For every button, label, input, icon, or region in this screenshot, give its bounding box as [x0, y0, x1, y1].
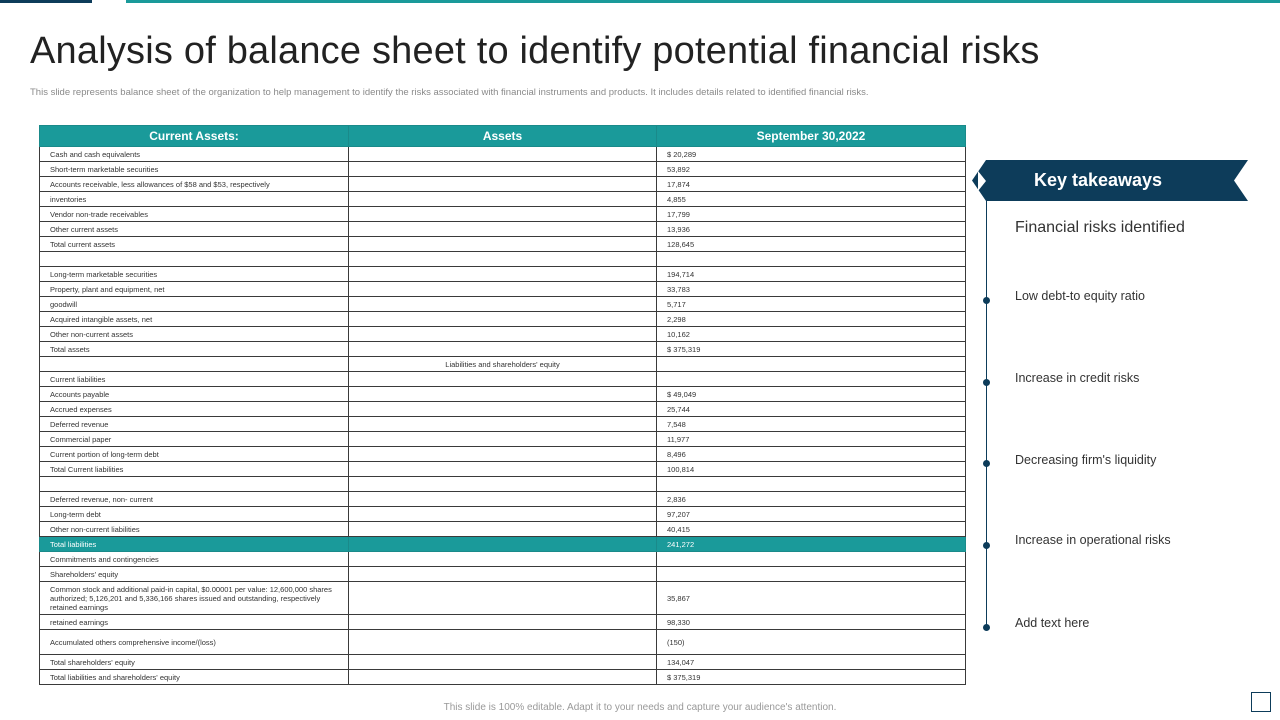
- row-assets-cell: [349, 282, 657, 297]
- row-assets-cell: [349, 477, 657, 492]
- row-assets-cell: [349, 267, 657, 282]
- row-value: 2,298: [657, 312, 966, 327]
- row-value: 7,548: [657, 417, 966, 432]
- row-label: [40, 477, 349, 492]
- row-assets-cell: [349, 582, 657, 615]
- table-row: [40, 552, 966, 567]
- page-title: Analysis of balance sheet to identify potential financial risks: [30, 30, 1040, 72]
- row-value: 25,744: [657, 402, 966, 417]
- row-assets-cell: [349, 537, 657, 552]
- row-label: Total assets: [40, 342, 349, 357]
- row-value: 241,272: [657, 537, 966, 552]
- takeaway-item: Low debt-to equity ratio: [1015, 289, 1145, 303]
- row-label: [40, 357, 349, 372]
- row-assets-cell: [349, 387, 657, 402]
- row-value: 5,717: [657, 297, 966, 312]
- row-assets-cell: [349, 222, 657, 237]
- row-value: 13,936: [657, 222, 966, 237]
- row-label: Commercial paper: [40, 432, 349, 447]
- row-label: Commitments and contingencies: [40, 552, 349, 567]
- table-row: [40, 507, 966, 522]
- row-label: Cash and cash equivalents: [40, 147, 349, 162]
- key-takeaways-title: Key takeaways: [1033, 170, 1163, 190]
- row-assets-cell: [349, 177, 657, 192]
- row-assets-cell: [349, 432, 657, 447]
- row-label: Long-term marketable securities: [40, 267, 349, 282]
- table-row: [40, 567, 966, 582]
- table-row: [40, 342, 966, 357]
- row-value: (150): [657, 630, 966, 655]
- timeline-dot: [983, 624, 990, 631]
- row-value: [657, 567, 966, 582]
- row-label: [40, 252, 349, 267]
- row-label: Current liabilities: [40, 372, 349, 387]
- table-row: [40, 432, 966, 447]
- table-row: [40, 357, 966, 372]
- row-assets-cell: [349, 417, 657, 432]
- row-value: [657, 552, 966, 567]
- row-value: [657, 252, 966, 267]
- table-row: [40, 670, 966, 685]
- row-assets-cell: Liabilities and shareholders' equity: [349, 357, 657, 372]
- row-assets-cell: [349, 567, 657, 582]
- row-label: Total Current liabilities: [40, 462, 349, 477]
- takeaway-item: Decreasing firm's liquidity: [1015, 453, 1157, 467]
- row-label: Vendor non-trade receivables: [40, 207, 349, 222]
- row-assets-cell: [349, 492, 657, 507]
- row-label: Total liabilities and shareholders' equity: [40, 670, 349, 685]
- row-value: 97,207: [657, 507, 966, 522]
- row-assets-cell: [349, 312, 657, 327]
- corner-box-icon: [1251, 692, 1271, 712]
- row-label: Accounts payable: [40, 387, 349, 402]
- row-value: [657, 372, 966, 387]
- row-value: $ 375,319: [657, 342, 966, 357]
- row-assets-cell: [349, 522, 657, 537]
- row-assets-cell: [349, 402, 657, 417]
- row-label: Total current assets: [40, 237, 349, 252]
- top-accent-bar: [0, 0, 1280, 3]
- row-value: 2,836: [657, 492, 966, 507]
- table-row: [40, 147, 966, 162]
- table-body: [40, 147, 966, 685]
- table-row: [40, 162, 966, 177]
- row-assets-cell: [349, 507, 657, 522]
- row-assets-cell: [349, 462, 657, 477]
- table-row: [40, 537, 966, 552]
- row-assets-cell: [349, 327, 657, 342]
- row-value: 40,415: [657, 522, 966, 537]
- row-label: Total shareholders' equity: [40, 655, 349, 670]
- table-row: [40, 222, 966, 237]
- row-label: inventories: [40, 192, 349, 207]
- table-row: [40, 462, 966, 477]
- row-label: Deferred revenue, non- current: [40, 492, 349, 507]
- row-label: Other non-current assets: [40, 327, 349, 342]
- table-row: [40, 327, 966, 342]
- row-value: 4,855: [657, 192, 966, 207]
- table-row: [40, 252, 966, 267]
- row-value: [657, 477, 966, 492]
- table-row: [40, 447, 966, 462]
- row-value: 128,645: [657, 237, 966, 252]
- row-label: Other non-current liabilities: [40, 522, 349, 537]
- table-row: [40, 630, 966, 655]
- row-label: retained earnings: [40, 615, 349, 630]
- table-row: [40, 267, 966, 282]
- row-assets-cell: [349, 630, 657, 655]
- takeaways-heading: Financial risks identified: [1015, 219, 1185, 236]
- row-value: $ 375,319: [657, 670, 966, 685]
- table-row: [40, 387, 966, 402]
- row-value: [657, 357, 966, 372]
- row-assets-cell: [349, 655, 657, 670]
- row-label: Accounts receivable, less allowances of $58 and $53, respectively: [40, 177, 349, 192]
- top-accent-gap: [92, 0, 126, 3]
- top-accent-bar-dark: [0, 0, 92, 3]
- row-assets-cell: [349, 192, 657, 207]
- table-row: [40, 477, 966, 492]
- row-value: 11,977: [657, 432, 966, 447]
- row-value: 134,047: [657, 655, 966, 670]
- row-value: $ 49,049: [657, 387, 966, 402]
- row-label: Acquired intangible assets, net: [40, 312, 349, 327]
- table-row: [40, 522, 966, 537]
- row-label: goodwill: [40, 297, 349, 312]
- balance-sheet-table: [39, 125, 966, 685]
- table-row: [40, 312, 966, 327]
- table-row: [40, 297, 966, 312]
- row-assets-cell: [349, 447, 657, 462]
- table-row: [40, 417, 966, 432]
- row-label: Current portion of long-term debt: [40, 447, 349, 462]
- row-assets-cell: [349, 552, 657, 567]
- column-header-date: September 30,2022: [657, 126, 966, 147]
- footer-note: This slide is 100% editable. Adapt it to your needs and capture your audience's attention.: [443, 702, 837, 713]
- row-label: Deferred revenue: [40, 417, 349, 432]
- row-label: Accrued expenses: [40, 402, 349, 417]
- table-row: [40, 282, 966, 297]
- row-label: Long-term debt: [40, 507, 349, 522]
- row-assets-cell: [349, 147, 657, 162]
- takeaway-item: Increase in operational risks: [1015, 533, 1171, 547]
- column-header-current-assets: Current Assets:: [40, 126, 349, 147]
- row-assets-cell: [349, 615, 657, 630]
- row-value: 17,799: [657, 207, 966, 222]
- table-row: [40, 655, 966, 670]
- page-subtitle: This slide represents balance sheet of the organization to help management to identify the risks associated with financial instruments and products. It includes details related to identified financial risks.: [30, 87, 869, 98]
- row-assets-cell: [349, 372, 657, 387]
- row-value: 10,162: [657, 327, 966, 342]
- takeaway-item: Add text here: [1015, 616, 1090, 630]
- table-row: [40, 207, 966, 222]
- row-value: $ 20,289: [657, 147, 966, 162]
- row-assets-cell: [349, 207, 657, 222]
- row-label: Property, plant and equipment, net: [40, 282, 349, 297]
- timeline-dot: [983, 379, 990, 386]
- row-value: 35,867: [657, 582, 966, 615]
- timeline-dot: [983, 542, 990, 549]
- row-label: Accumulated others comprehensive income/(loss): [40, 630, 349, 655]
- row-assets-cell: [349, 162, 657, 177]
- row-assets-cell: [349, 237, 657, 252]
- row-label: Shareholders' equity: [40, 567, 349, 582]
- table-header-row: [40, 126, 966, 147]
- row-value: 17,874: [657, 177, 966, 192]
- row-value: 53,892: [657, 162, 966, 177]
- table-row: [40, 237, 966, 252]
- row-assets-cell: [349, 670, 657, 685]
- timeline-dot: [983, 460, 990, 467]
- row-label: Common stock and additional paid-in capital, $0.00001 per value: 12,600,000 shares authorized; 5,126,201 and 5,336,166 shares issued and outstanding, respectively retained earnings: [40, 582, 349, 615]
- row-assets-cell: [349, 297, 657, 312]
- row-assets-cell: [349, 252, 657, 267]
- takeaway-item: Increase in credit risks: [1015, 371, 1140, 385]
- row-label: Other current assets: [40, 222, 349, 237]
- table-row: [40, 615, 966, 630]
- table-row: [40, 402, 966, 417]
- timeline-line: [986, 198, 987, 630]
- row-value: 100,814: [657, 462, 966, 477]
- table-row: [40, 372, 966, 387]
- row-value: 194,714: [657, 267, 966, 282]
- row-value: 33,783: [657, 282, 966, 297]
- table-row: [40, 492, 966, 507]
- table-row: [40, 582, 966, 615]
- row-value: 98,330: [657, 615, 966, 630]
- timeline-dot: [983, 297, 990, 304]
- row-label: Total liabilities: [40, 537, 349, 552]
- row-assets-cell: [349, 342, 657, 357]
- table-row: [40, 192, 966, 207]
- row-label: Short-term marketable securities: [40, 162, 349, 177]
- row-value: 8,496: [657, 447, 966, 462]
- table-row: [40, 177, 966, 192]
- banner-notch: [978, 171, 986, 191]
- column-header-assets: Assets: [349, 126, 657, 147]
